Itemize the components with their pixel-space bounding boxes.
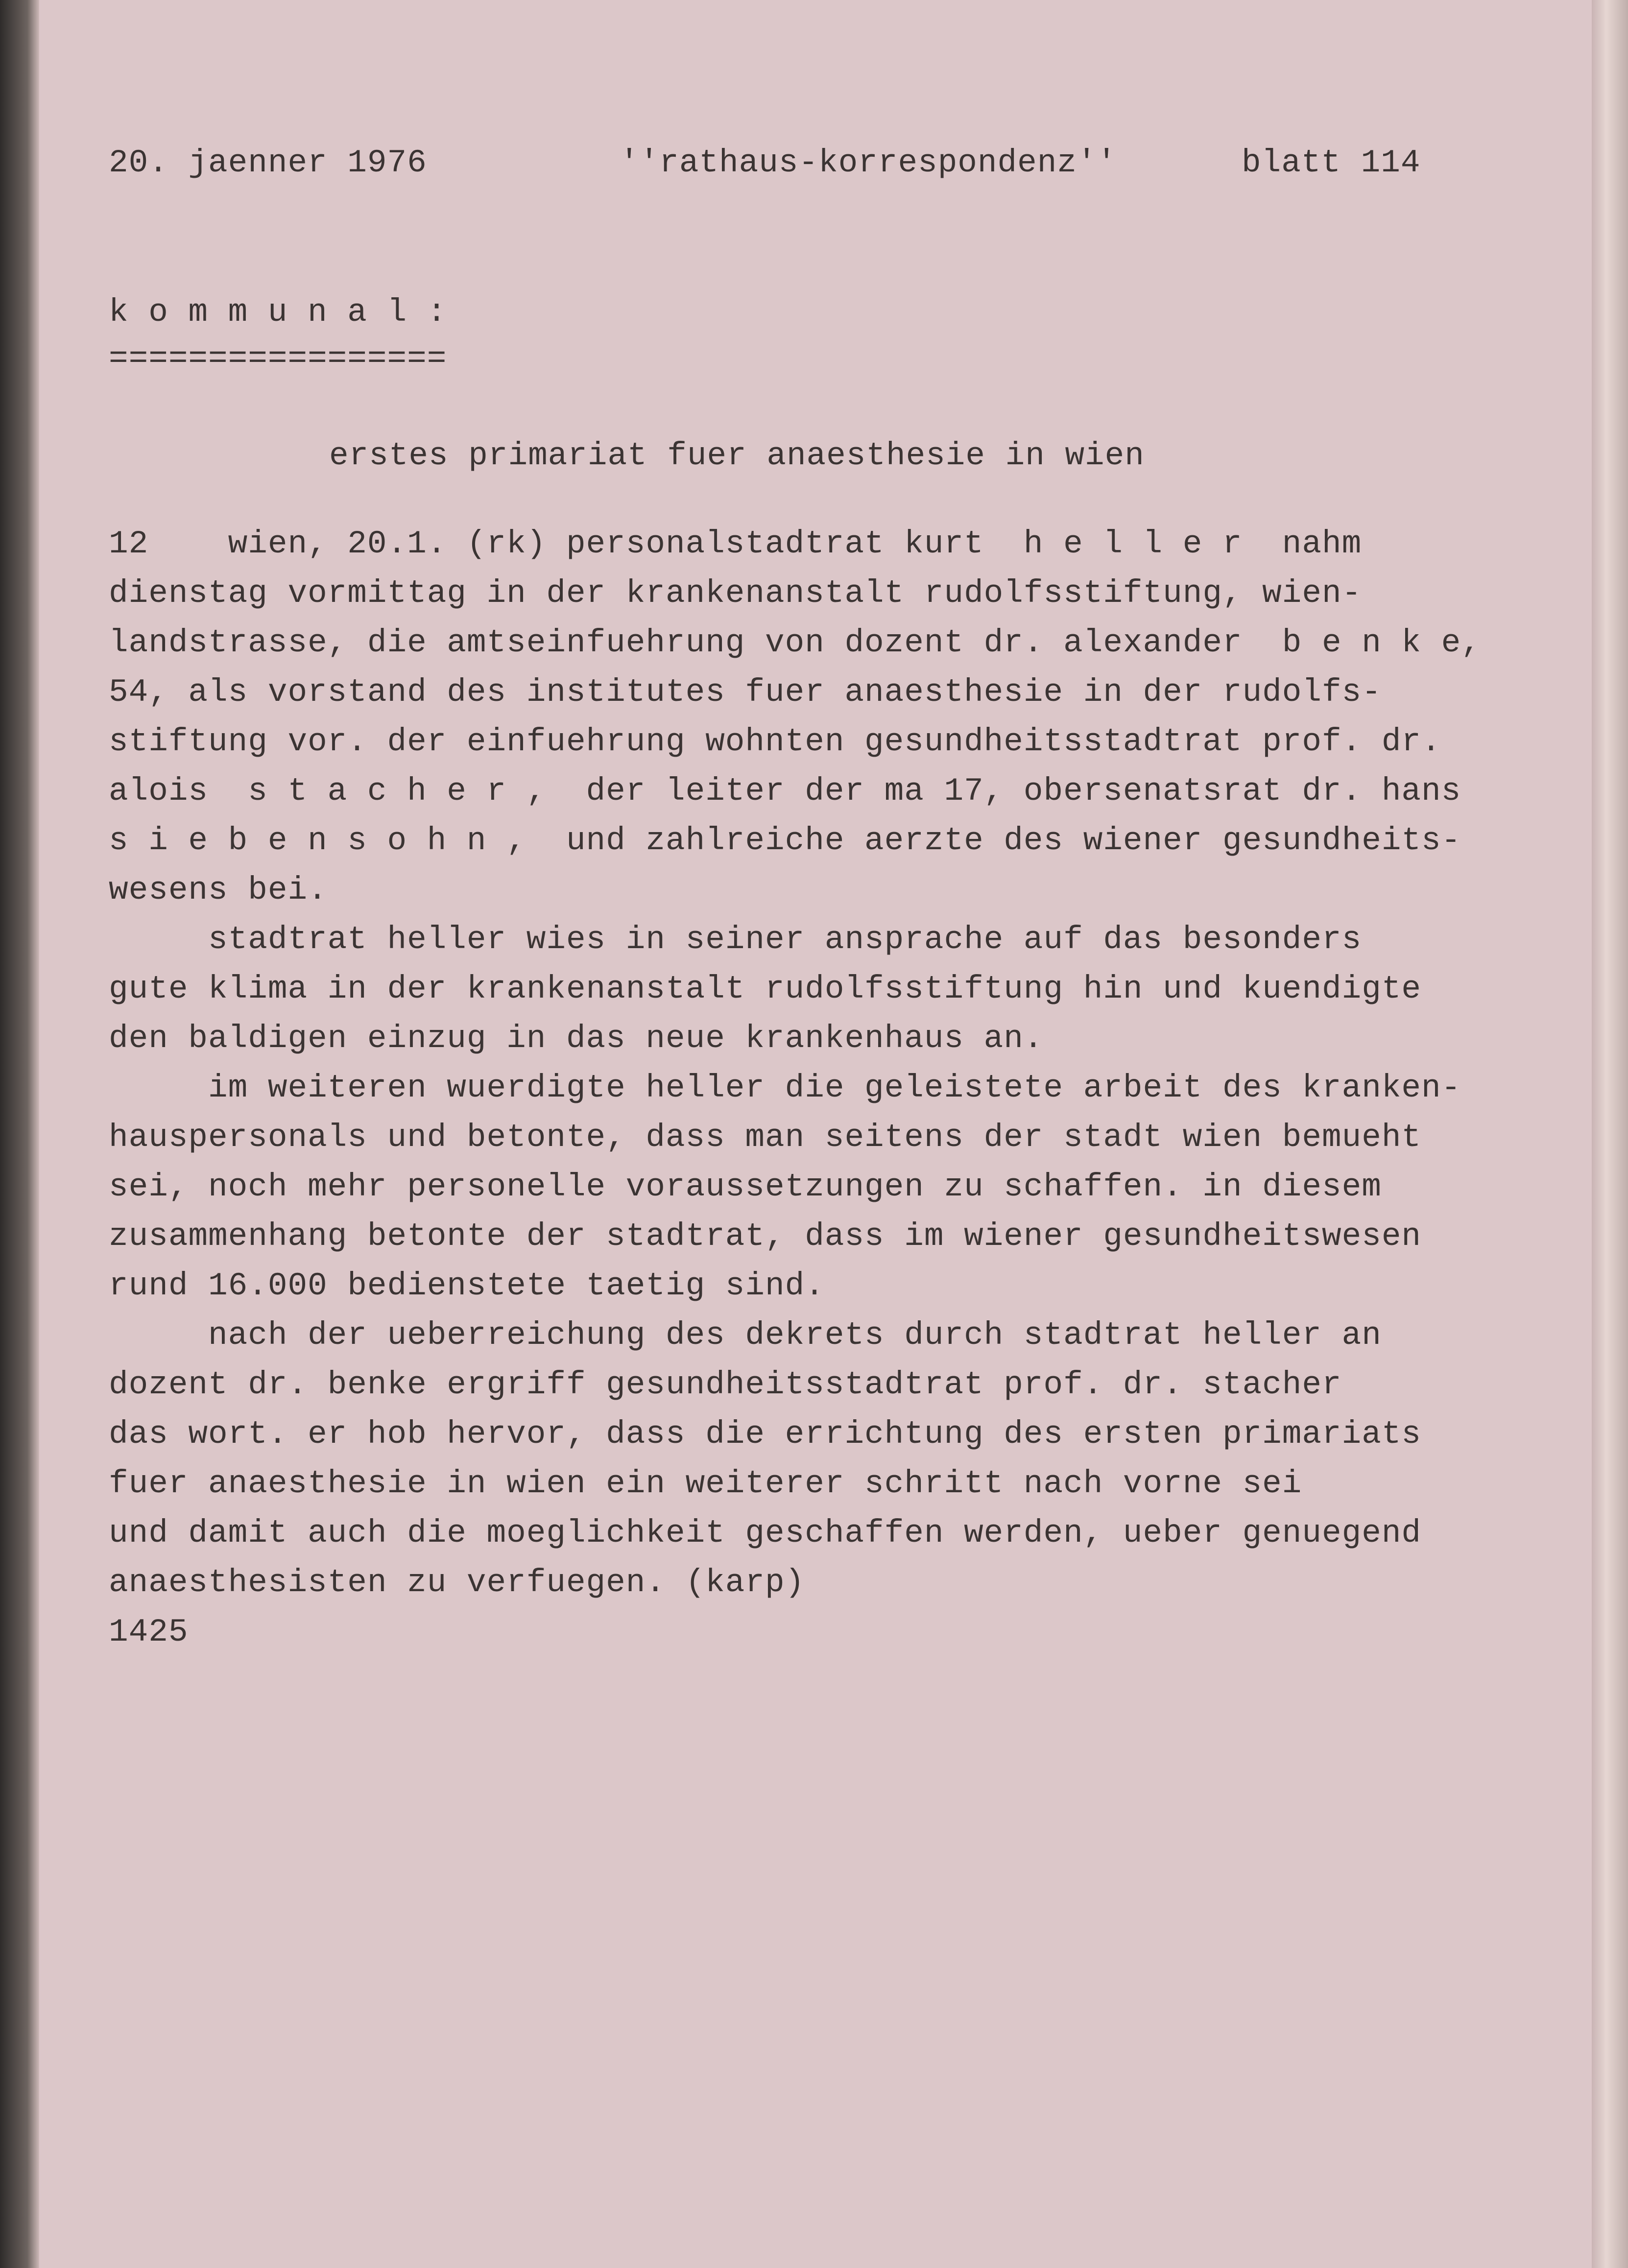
article-line: wesens bei. — [109, 872, 328, 908]
article-line: rund 16.000 bedienstete taetig sind. — [109, 1267, 825, 1304]
article-line: alois s t a c h e r , der leiter der ma 17, obersenatsrat dr. hans — [109, 773, 1461, 810]
article-body — [109, 519, 1481, 1657]
article-line: 12 wien, 20.1. (rk) personalstadtrat kurt h e l l e r nahm — [109, 525, 1362, 562]
article-line: s i e b e n s o h n , und zahlreiche aerzte des wiener gesundheits- — [109, 822, 1461, 859]
header-date: 20. jaenner 1976 — [109, 144, 427, 181]
article-line: im weiteren wuerdigte heller die geleistete arbeit des kranken- — [109, 1070, 1461, 1106]
header-sheet-number: blatt 114 — [1242, 144, 1421, 181]
article-line: den baldigen einzug in das neue krankenhaus an. — [109, 1020, 1044, 1057]
article-line: zusammenhang betonte der stadtrat, dass im wiener gesundheitswesen — [109, 1218, 1422, 1255]
header-publication: ''rathaus-korrespondenz'' — [620, 144, 1117, 181]
article-line: stadtrat heller wies in seiner ansprache auf das besonders — [109, 921, 1362, 958]
article-line: nach der ueberreichung des dekrets durch stadtrat heller an — [109, 1317, 1382, 1354]
article-line: anaesthesisten zu verfuegen. (karp) — [109, 1564, 805, 1601]
article-line: stiftung vor. der einfuehrung wohnten gesundheitsstadtrat prof. dr. — [109, 723, 1441, 760]
article-line: dienstag vormittag in der krankenanstalt rudolfsstiftung, wien- — [109, 575, 1362, 612]
article-line: das wort. er hob hervor, dass die errichtung des ersten primariats — [109, 1416, 1422, 1453]
article-line: hauspersonals und betonte, dass man seitens der stadt wien bemueht — [109, 1119, 1422, 1156]
page-edge — [1592, 0, 1628, 2268]
article-title: erstes primariat fuer anaesthesie in wien — [329, 437, 1145, 474]
article-line: dozent dr. benke ergriff gesundheitsstadtrat prof. dr. stacher — [109, 1366, 1342, 1403]
document-code: 1425 — [109, 1614, 189, 1650]
article-line: und damit auch die moeglichkeit geschaffen werden, ueber genuegend — [109, 1515, 1422, 1552]
article-line: landstrasse, die amtseinfuehrung von dozent dr. alexander b e n k e, — [109, 624, 1481, 661]
article-line: 54, als vorstand des institutes fuer anaesthesie in der rudolfs- — [109, 674, 1382, 711]
article-line: fuer anaesthesie in wien ein weiterer schritt nach vorne sei — [109, 1465, 1302, 1502]
article-line: gute klima in der krankenanstalt rudolfsstiftung hin und kuendigte — [109, 971, 1422, 1007]
section-underline: ================= — [109, 340, 447, 377]
section-label: k o m m u n a l : — [109, 294, 447, 331]
book-binding — [0, 0, 39, 2268]
article-line: sei, noch mehr personelle voraussetzungen zu schaffen. in diesem — [109, 1169, 1382, 1205]
